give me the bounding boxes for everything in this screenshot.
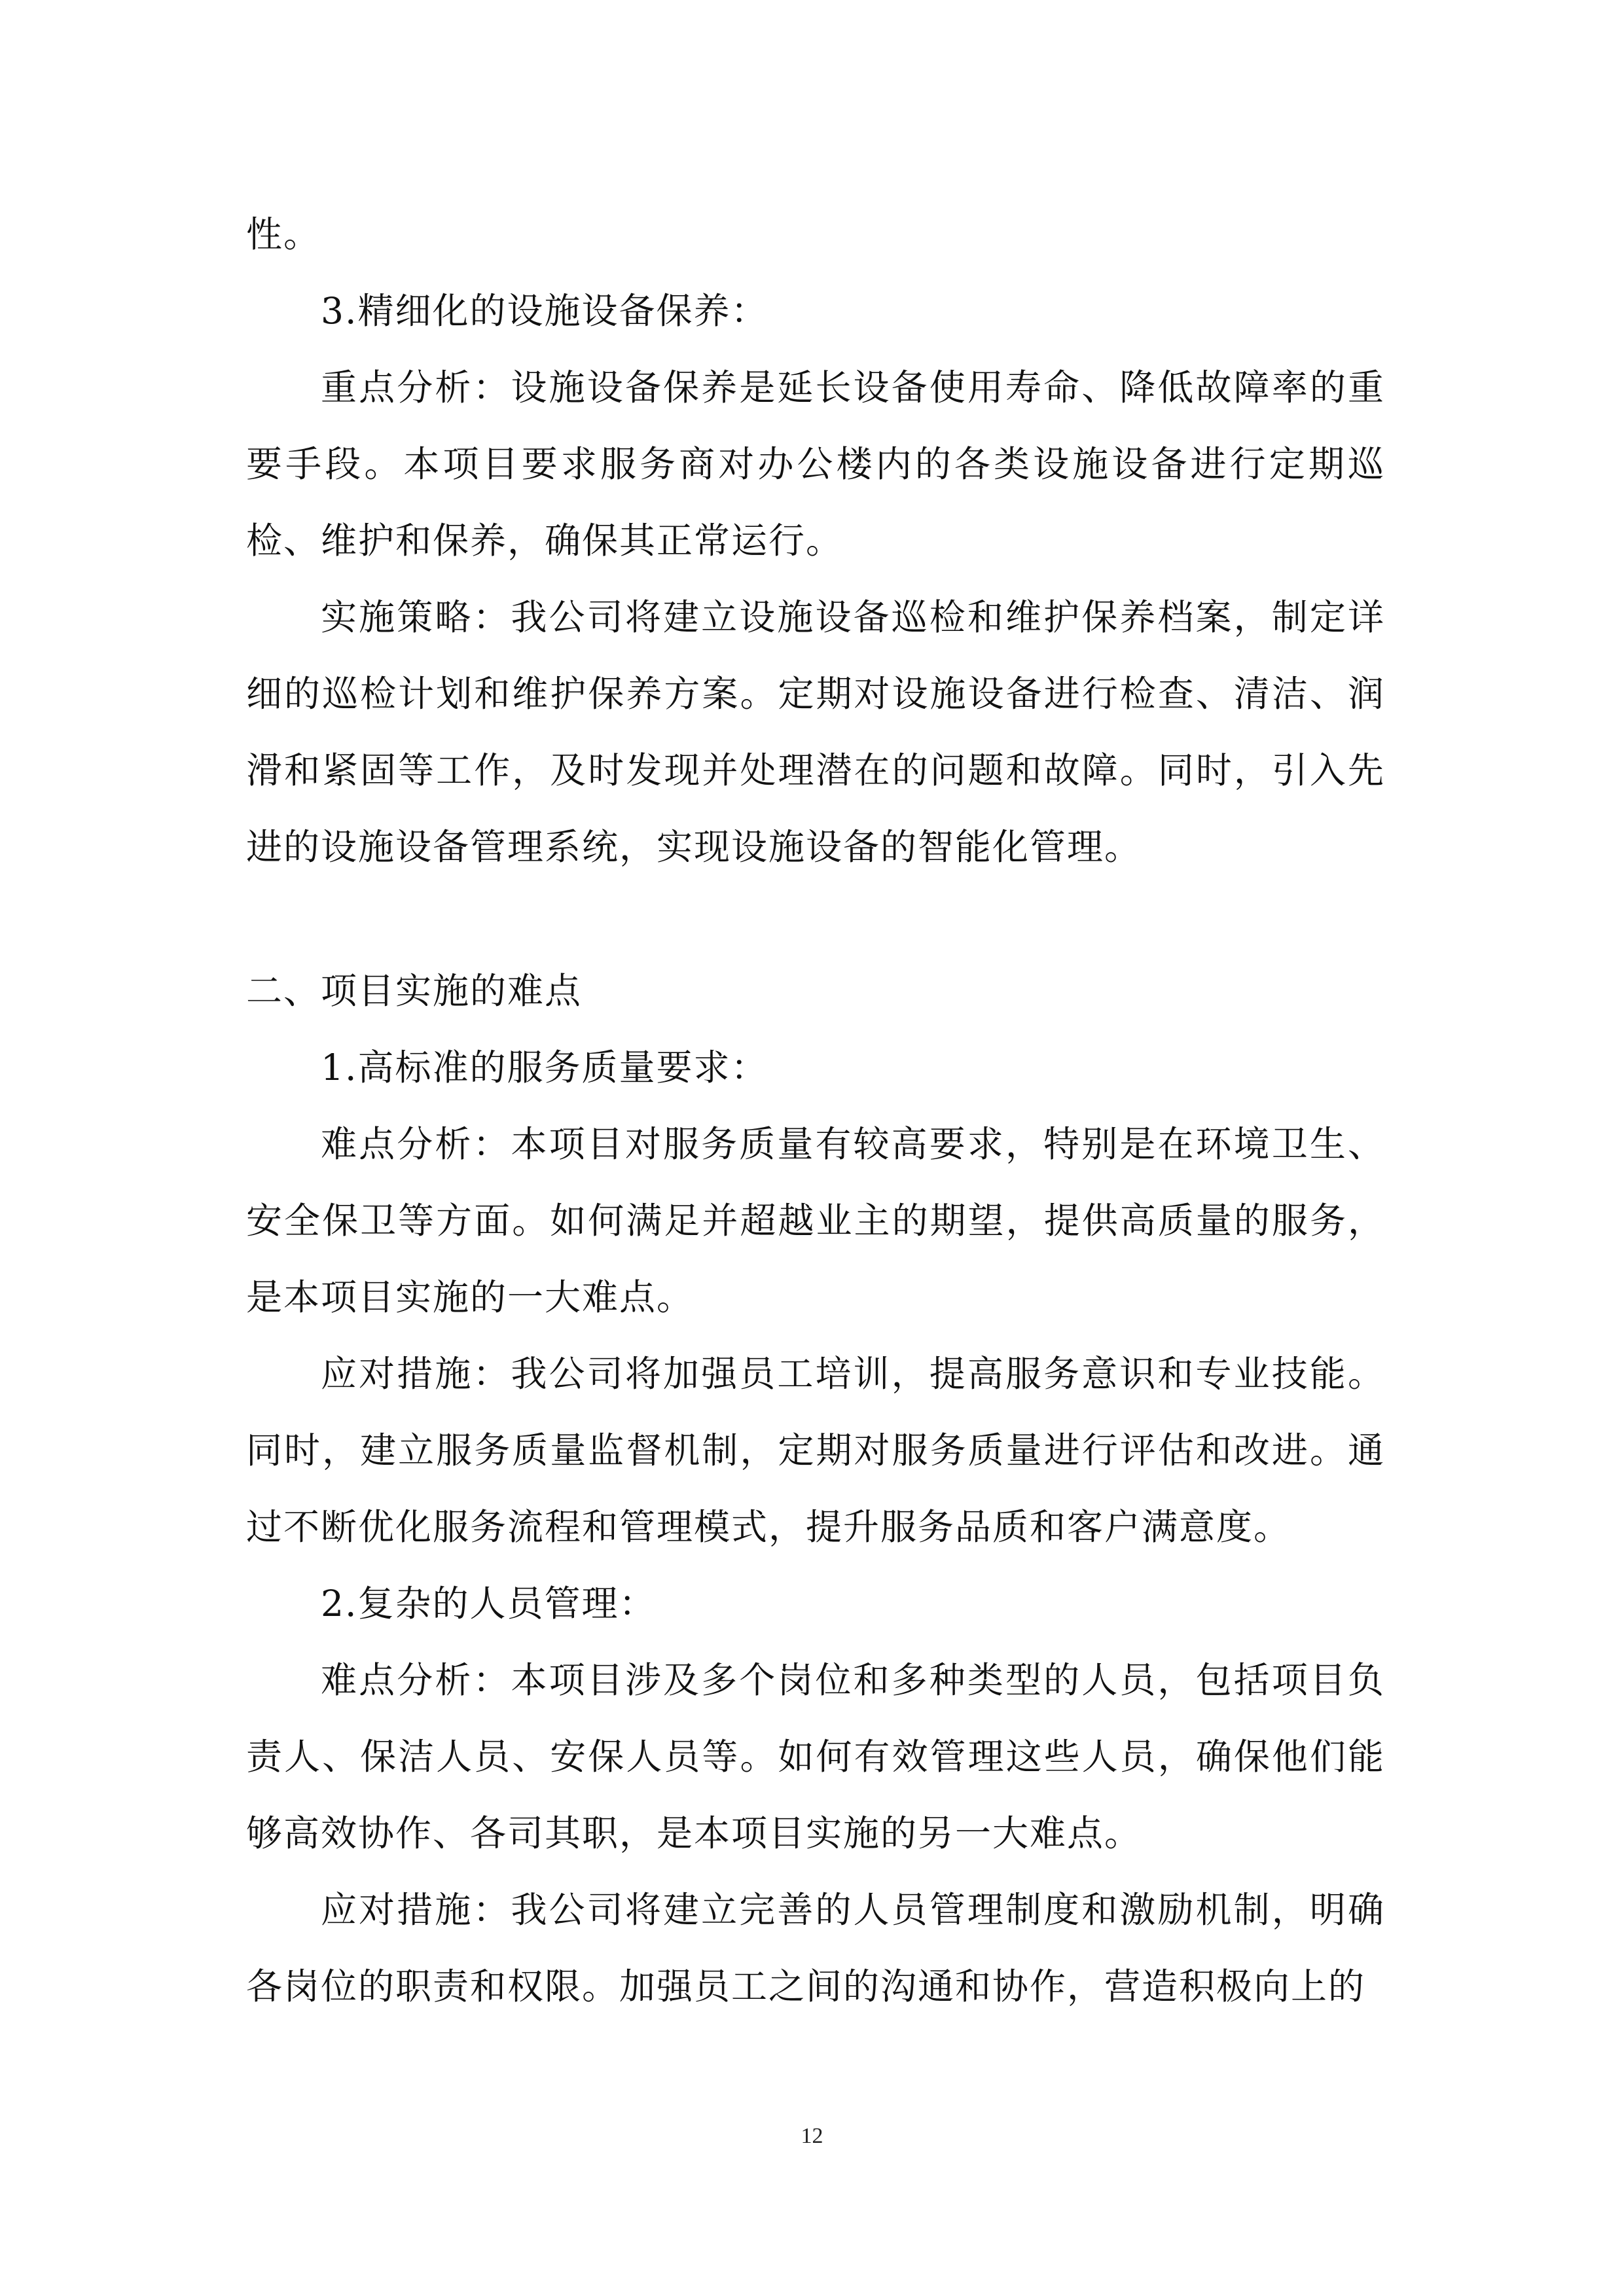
paragraph-countermeasures-2: 应对措施：我公司将建立完善的人员管理制度和激励机制，明确各岗位的职责和权限。加强员工之间的沟通和协作，营造积极向上的 [246,1889,1385,2007]
paragraph-implementation-strategy: 实施策略：我公司将建立设施设备巡检和维护保养档案，制定详细的巡检计划和维护保养方案。定期对设施设备进行检查、清洁、润滑和紧固等工作，及时发现并处理潜在的问题和故障。同时，引入先进的设施设备管理系统，实现设施设备的智能化管理。 [246,596,1385,868]
paragraph-difficulty-analysis-2: 难点分析：本项目涉及多个岗位和多种类型的人员，包括项目负责人、保洁人员、安保人员等。如何有效管理这些人员，确保他们能够高效协作、各司其职，是本项目实施的另一大难点。 [246,1659,1385,1854]
document-body [246,196,1385,2025]
subheading-facility-maintenance: 3.精细化的设施设备保养： [321,290,768,332]
paragraph-continuation: 性。 [246,213,321,255]
section-heading: 二、项目实施的难点 [246,970,583,1012]
subheading-personnel-management: 2.复杂的人员管理： [321,1583,657,1624]
paragraph-countermeasures-1: 应对措施：我公司将加强员工培训，提高服务意识和专业技能。同时，建立服务质量监督机制，定期对服务质量进行评估和改进。通过不断优化服务流程和管理模式，提升服务品质和客户满意度。 [246,1353,1385,1548]
paragraph-key-analysis: 重点分析：设施设备保养是延长设备使用寿命、降低故障率的重要手段。本项目要求服务商对办公楼内的各类设施设备进行定期巡检、维护和保养，确保其正常运行。 [246,367,1385,562]
paragraph-difficulty-analysis-1: 难点分析：本项目对服务质量有较高要求，特别是在环境卫生、安全保卫等方面。如何满足并超越业主的期望，提供高质量的服务，是本项目实施的一大难点。 [246,1123,1385,1318]
subheading-service-quality: 1.高标准的服务质量要求： [321,1047,768,1088]
page-number: 12 [801,2124,823,2148]
